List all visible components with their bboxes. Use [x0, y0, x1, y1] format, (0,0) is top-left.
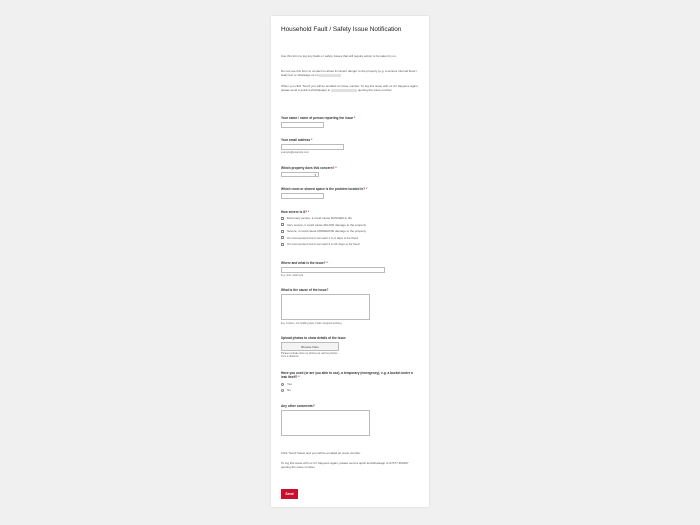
temp-option-no[interactable]: No [281, 388, 291, 392]
checkbox[interactable] [281, 223, 284, 226]
checkbox[interactable] [281, 236, 284, 239]
cause-label: What is the cause of the issue? [281, 288, 329, 292]
intro-paragraph-1: Use this form to log any faults or safety issues that will require action to be taken by us. [281, 54, 397, 58]
checkbox[interactable] [281, 217, 284, 220]
cause-hint: E.g. broken, not holding pipe, boiler stopped working [281, 322, 342, 325]
send-button[interactable]: Send [281, 489, 298, 499]
radio-button[interactable] [281, 389, 284, 392]
severity-option[interactable]: Severe, it could cause MODERATE damage to the property [281, 229, 366, 233]
footer-paragraph-1: Click 'Send' below and you will be emailed an issue number. [281, 451, 361, 455]
form-card [271, 16, 429, 507]
redacted-phone [319, 74, 341, 77]
room-label: Which room or shared space is the problem located in? * [281, 187, 368, 191]
email-label: Your email address * [281, 138, 313, 142]
property-label: Which property does this concern? * [281, 166, 337, 170]
severity-option[interactable]: Very severe, it could cause MAJOR damage to the property [281, 223, 366, 227]
intro-paragraph-2: Do not use this form to contact us about imminent danger to the property (e.g. a serious internal flood / leak) text or whatsapp us on [281, 69, 417, 78]
email-input[interactable] [281, 144, 344, 150]
where-hint: E.g. sink, toilet lock [281, 274, 304, 277]
checkbox[interactable] [281, 230, 284, 233]
comments-textarea[interactable] [281, 410, 370, 436]
temp-label: Have you used (or are you able to use), a temporary (emergency), e.g. a bucket under a leak itself? * [281, 371, 413, 379]
severity-option[interactable]: It's inconvenient but it can wait 1 to 2 days to be fixed [281, 236, 358, 240]
name-label: Your name / name of person reporting the issue * [281, 116, 356, 120]
intro-paragraph-3: When you click 'Send' you will be emailed an issue number. To log this issue with us if it happens again, please send a quick text/whatsapp to quoting the issue number. [281, 84, 419, 93]
severity-label: How severe is it? * [281, 210, 310, 214]
browse-files-button[interactable]: Browse Files [281, 342, 339, 351]
name-input[interactable] [281, 122, 324, 128]
severity-option[interactable]: Extremely severe, it could cause DANGER to life [281, 216, 352, 220]
chevron-down-icon: ▾ [314, 173, 316, 177]
severity-option[interactable]: It's inconvenient but it can wait 3 to 21 days to be fixed [281, 242, 359, 246]
where-label: Where and what is the issue? * [281, 261, 328, 265]
footer-paragraph-2: To log this issue with us if it happens again, please send a quick text/whatsapp to 07477 464267 quoting the issue number. [281, 461, 409, 470]
email-hint: example@example.com [281, 151, 309, 154]
comments-label: Any other comments? [281, 404, 315, 408]
property-select[interactable] [281, 172, 319, 177]
room-input[interactable] [281, 193, 324, 199]
radio-button[interactable] [281, 383, 284, 386]
checkbox[interactable] [281, 243, 284, 246]
cause-textarea[interactable] [281, 294, 370, 320]
upload-hint: Please include close up photos as well as photos from a distance [281, 352, 338, 358]
redacted-phone [331, 89, 357, 92]
where-input[interactable] [281, 267, 385, 273]
temp-option-yes[interactable]: Yes [281, 382, 292, 386]
form-title: Household Fault / Safety Issue Notification [281, 26, 402, 33]
upload-label: Upload photos to show details of the issue [281, 336, 346, 340]
